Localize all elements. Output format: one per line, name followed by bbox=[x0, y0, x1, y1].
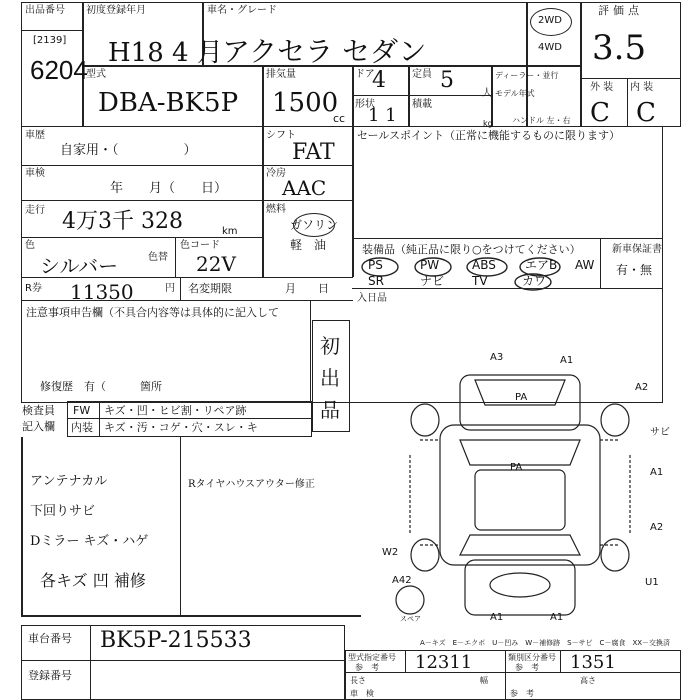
rating-label: 評価点 bbox=[598, 4, 643, 17]
shift-label: シフト bbox=[266, 130, 296, 141]
color-label: 色 bbox=[25, 240, 35, 251]
note-underbody-rust: 下回りサビ bbox=[30, 504, 96, 519]
wd-circle bbox=[530, 8, 572, 36]
warranty-value: 有・無 bbox=[616, 263, 653, 277]
width-label: 幅 bbox=[480, 676, 488, 685]
repaint-label: 色替 bbox=[148, 252, 168, 263]
notes-label: 注意事項申告欄（不具合内容等は具体的に記入して bbox=[26, 306, 279, 319]
equipment-aw: AW bbox=[575, 258, 595, 272]
mark-a2-right: A2 bbox=[635, 382, 649, 393]
fw-items: キズ・凹・ヒビ割・リペア跡 bbox=[104, 404, 247, 417]
lot-number-label: 出品番号 bbox=[25, 5, 65, 16]
equipment-tv: TV bbox=[472, 274, 488, 288]
history-value: 自家用・（ ） bbox=[60, 143, 197, 158]
repair-suffix: 箇所 bbox=[140, 380, 162, 393]
height-label: 高さ bbox=[580, 676, 596, 685]
fuel-diesel: 軽 油 bbox=[290, 238, 327, 252]
warranty-label: 新車保証書 bbox=[612, 244, 662, 255]
equipment-airbag: エアB bbox=[525, 258, 558, 272]
mileage-label: 走行 bbox=[25, 205, 45, 216]
name-change-label: 名変期限 bbox=[188, 282, 232, 295]
category-label: 類別区分番号 bbox=[508, 653, 556, 662]
exterior-value: C bbox=[590, 98, 610, 128]
first-stamp-2: 出 bbox=[320, 366, 340, 390]
model-value: DBA-BK5P bbox=[98, 88, 239, 118]
ac-label: 冷房 bbox=[266, 168, 286, 179]
spare-label: スペア bbox=[400, 615, 421, 623]
inspector-label-2: 記入欄 bbox=[22, 420, 55, 433]
first-reg-value: H18 4 月 bbox=[108, 38, 223, 68]
load-unit: kg bbox=[483, 119, 493, 128]
sales-point-label: セールスポイント（正常に機能するものに限ります） bbox=[357, 129, 621, 142]
type-spec-value: 12311 bbox=[415, 652, 473, 673]
equipment-navi: ナビ bbox=[420, 274, 445, 288]
rating-value: 3.5 bbox=[592, 28, 647, 68]
mark-a42: A42 bbox=[392, 575, 412, 586]
mark-a1-rear-right: A1 bbox=[550, 612, 564, 623]
fuel-label: 燃料 bbox=[266, 204, 286, 215]
note-antenna: アンテナカル bbox=[30, 474, 108, 489]
first-stamp-3: 品 bbox=[320, 398, 340, 422]
mark-a1-side: A1 bbox=[650, 467, 664, 478]
mark-pa-hood: PA bbox=[515, 392, 528, 403]
inspector-label-1: 検査員 bbox=[22, 404, 55, 417]
bottom-label-2: 参 考 bbox=[510, 689, 534, 698]
color-code-label: 色コード bbox=[180, 240, 220, 251]
displacement-value: 1500 bbox=[272, 88, 339, 118]
equipment-abs: ABS bbox=[472, 258, 496, 272]
wd-2: 2WD bbox=[538, 15, 562, 26]
note-mirror: Dミラー キズ・ハゲ bbox=[30, 534, 149, 549]
fw-label: FW bbox=[73, 404, 91, 417]
r-unit: 円 bbox=[165, 283, 175, 294]
model-year-label: モデル年式 bbox=[495, 89, 535, 98]
int-label: 内装 bbox=[71, 421, 93, 434]
model-label: 型式 bbox=[86, 69, 106, 80]
mark-u1: U1 bbox=[645, 577, 659, 588]
name-change-value: 月 日 bbox=[285, 282, 329, 295]
lot-code: [2139] bbox=[33, 35, 67, 46]
wd-4: 4WD bbox=[538, 42, 562, 53]
reg-label: 登録番号 bbox=[28, 669, 72, 682]
type-spec-sub: 参 考 bbox=[355, 663, 379, 672]
r-value: 11350 bbox=[70, 280, 134, 304]
equipment-ps: PS bbox=[368, 258, 383, 272]
mark-a1-top: A1 bbox=[560, 355, 574, 366]
equipment-sr: SR bbox=[368, 274, 384, 288]
load-label: 積載 bbox=[412, 99, 432, 110]
mileage-value: 4万3千 328 bbox=[62, 209, 183, 234]
length-label: 長さ bbox=[350, 676, 366, 685]
fuel-gas: ガソリン bbox=[290, 218, 339, 232]
equipment-leather: カワ bbox=[522, 274, 547, 288]
damage-legend: A－キズ E－エクボ U－凹み W－補修跡 S－サビ C－腐食 XX－交換済 bbox=[420, 639, 671, 647]
doors-value: 4 bbox=[372, 68, 386, 93]
mark-w2: W2 bbox=[382, 547, 399, 558]
chassis-label: 車台番号 bbox=[28, 632, 72, 645]
displacement-unit: cc bbox=[333, 112, 346, 125]
chassis-value: BK5P-215533 bbox=[100, 628, 252, 653]
first-stamp-1: 初 bbox=[320, 334, 340, 358]
car-name-label: 車名・グレード bbox=[207, 5, 277, 16]
mileage-unit: km bbox=[222, 226, 238, 237]
interior-label: 内 装 bbox=[630, 82, 654, 93]
shape-label: 形状 bbox=[355, 99, 375, 110]
capacity-unit: 人 bbox=[482, 88, 492, 99]
fuel-circle bbox=[293, 213, 335, 237]
equipment-label: 装備品（純正品に限り○をつけてください） bbox=[362, 243, 581, 256]
shape-value: 1 1 bbox=[368, 105, 397, 126]
mark-a1-rear-left: A1 bbox=[490, 612, 504, 623]
note-right: Rタイヤハウスアウター修正 bbox=[188, 479, 315, 490]
capacity-label: 定員 bbox=[412, 69, 432, 80]
r-label: R券 bbox=[25, 283, 42, 294]
interior-value: C bbox=[636, 98, 656, 128]
history-label: 車歴 bbox=[25, 130, 45, 141]
shift-value: FAT bbox=[292, 140, 335, 165]
mark-pa-roof: PA bbox=[510, 462, 523, 473]
inspection-value: 年 月（ 日） bbox=[110, 181, 228, 196]
inspection-label: 車検 bbox=[25, 168, 45, 179]
car-diagram bbox=[380, 345, 680, 635]
category-sub: 参 考 bbox=[515, 663, 539, 672]
lot-number: 6204 bbox=[30, 55, 88, 85]
repair-label: 修復歴 有（ bbox=[40, 380, 106, 393]
int-items: キズ・汚・コゲ・穴・スレ・キ bbox=[104, 421, 258, 434]
color-value: シルバー bbox=[40, 254, 119, 278]
capacity-value: 5 bbox=[440, 68, 454, 93]
equipment-circles bbox=[355, 252, 605, 292]
type-spec-label: 型式指定番号 bbox=[348, 653, 396, 662]
mark-a2-rear: A2 bbox=[650, 522, 664, 533]
first-reg-label: 初度登録年月 bbox=[86, 5, 146, 16]
doors-label: ドア bbox=[355, 69, 375, 80]
mark-a3: A3 bbox=[490, 352, 504, 363]
exterior-label: 外 装 bbox=[590, 82, 614, 93]
category-value: 1351 bbox=[570, 652, 616, 673]
note-scratches: 各キズ 凹 補修 bbox=[40, 571, 146, 590]
equipment-pw: PW bbox=[420, 258, 440, 272]
color-code-value: 22V bbox=[196, 252, 236, 276]
import-date-label: 入日品 bbox=[357, 293, 387, 304]
dealer-label: ディーラー・並行 bbox=[495, 71, 559, 80]
mark-rust: サビ bbox=[650, 427, 670, 438]
handle-label: ハンドル 左・右 bbox=[512, 116, 571, 125]
bottom-label-1: 車 検 bbox=[350, 689, 374, 698]
displacement-label: 排気量 bbox=[266, 69, 296, 80]
ac-value: AAC bbox=[282, 176, 327, 200]
car-name-value: アクセラ セダン bbox=[222, 35, 427, 68]
